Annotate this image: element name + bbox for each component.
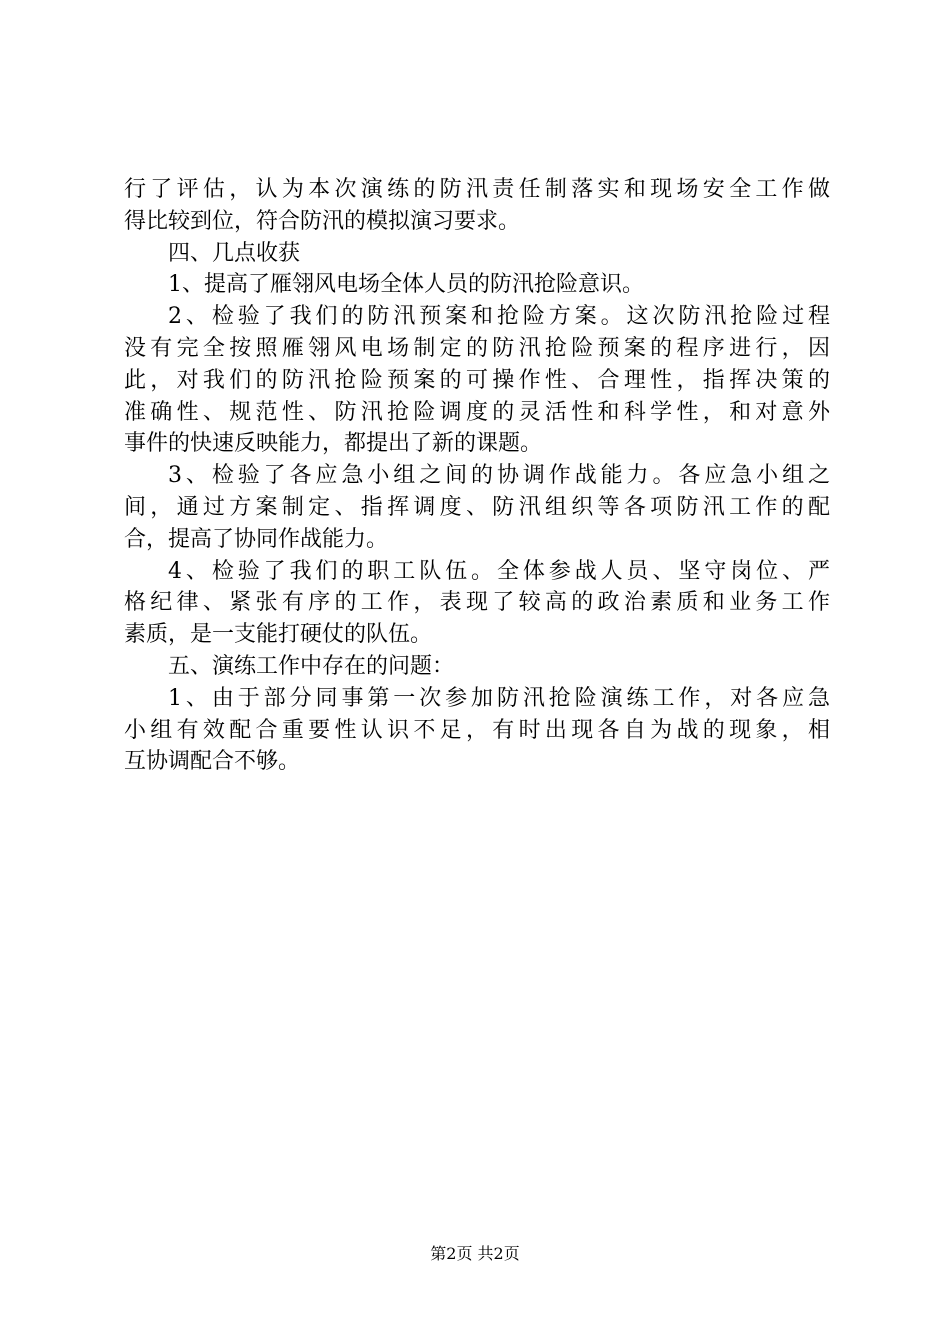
body-line: 格纪律、紧张有序的工作，表现了较高的政治素质和业务工作: [124, 590, 830, 616]
body-line: 行了评估，认为本次演练的防汛责任制落实和现场安全工作做: [124, 177, 830, 202]
body-line: 准确性、规范性、防汛抢险调度的灵活性和科学性，和对意外: [124, 399, 830, 425]
body-line: 得比较到位，符合防汛的模拟演习要求。: [124, 208, 521, 234]
body-line: 小组有效配合重要性认识不足，有时出现各自为战的现象，相: [124, 717, 830, 743]
body-line: 间，通过方案制定、指挥调度、防汛组织等各项防汛工作的配: [124, 494, 830, 520]
page-number-footer: 第2页 共2页: [430, 1244, 520, 1263]
body-line: 五、演练工作中存在的问题：: [168, 653, 455, 679]
body-line: 此，对我们的防汛抢险预案的可操作性、合理性，指挥决策的: [124, 367, 830, 393]
body-line: 1、由于部分同事第一次参加防汛抢险演练工作，对各应急: [168, 685, 830, 711]
body-line: 3、检验了各应急小组之间的协调作战能力。各应急小组之: [168, 463, 830, 489]
body-line: 没有完全按照雁翎风电场制定的防汛抢险预案的程序进行，因: [124, 335, 830, 361]
body-line: 1、提高了雁翎风电场全体人员的防汛抢险意识。: [168, 272, 644, 298]
document-body: [124, 174, 830, 778]
body-line: 4、检验了我们的职工队伍。全体参战人员、坚守岗位、严: [168, 558, 830, 584]
body-line: 2、检验了我们的防汛预案和抢险方案。这次防汛抢险过程: [168, 304, 830, 330]
body-line: 素质，是一支能打硬仗的队伍。: [124, 622, 433, 648]
body-line: 合，提高了协同作战能力。: [124, 526, 389, 552]
body-line: 四、几点收获: [168, 240, 301, 266]
body-line: 互协调配合不够。: [124, 749, 301, 775]
body-line: 事件的快速反映能力，都提出了新的课题。: [124, 431, 543, 457]
